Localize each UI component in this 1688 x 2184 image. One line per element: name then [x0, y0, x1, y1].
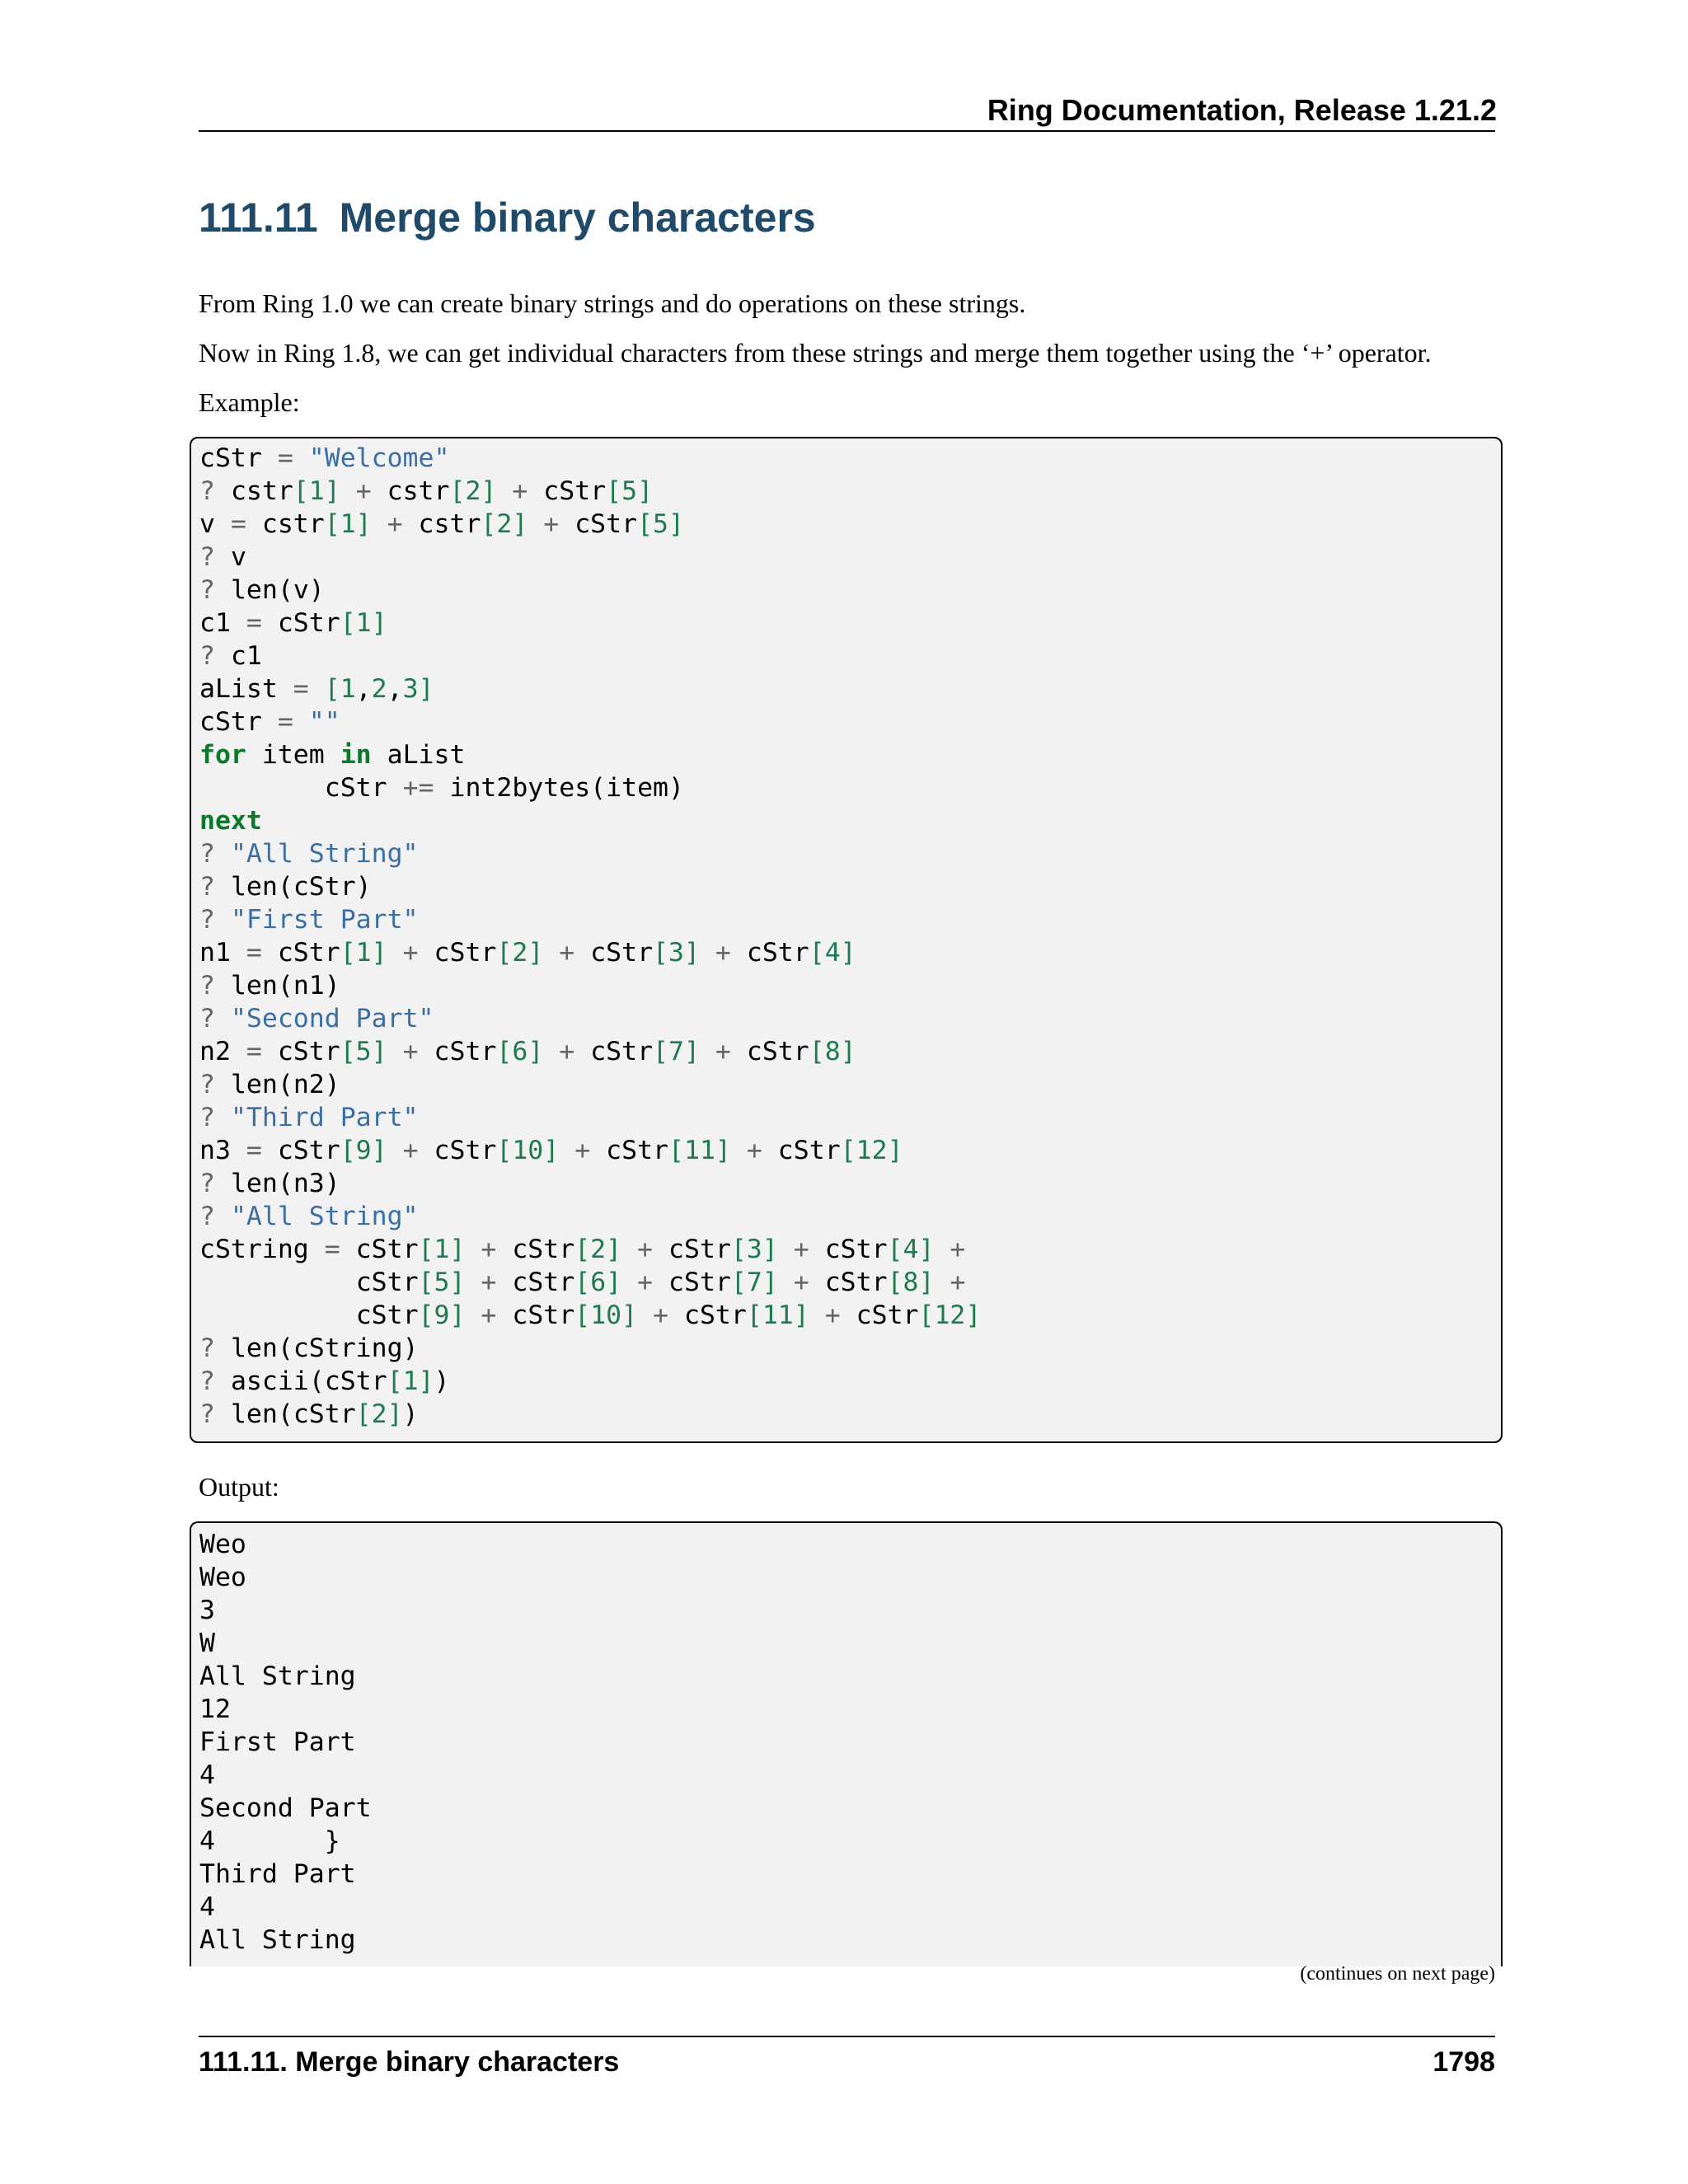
code-example-line: ? "Second Part": [199, 1004, 434, 1033]
code-example-line: ? "Third Part": [199, 1103, 419, 1132]
continues-note: (continues on next page): [1300, 1963, 1495, 1985]
code-output-line: All String: [199, 1661, 356, 1691]
code-output-line: Weo: [199, 1530, 246, 1559]
intro-paragraph-1: From Ring 1.0 we can create binary strings and do operations on these strings.: [199, 288, 1026, 318]
code-example-line: cString = cStr[1] + cStr[2] + cStr[3] + cStr[4] +: [199, 1235, 966, 1264]
code-example-line: ? len(n3): [199, 1169, 340, 1198]
code-example-line: ? len(cStr[2]): [199, 1399, 419, 1429]
code-example-line: ? len(cString): [199, 1333, 419, 1363]
code-example-line: ? ascii(cStr[1]): [199, 1366, 450, 1396]
code-example-line: cStr = "": [199, 707, 340, 737]
code-example-line: cStr = "Welcome": [199, 443, 450, 473]
code-output-line: Weo: [199, 1563, 246, 1592]
output-label: Output:: [199, 1472, 279, 1502]
code-example-line: v = cstr[1] + cstr[2] + cStr[5]: [199, 509, 684, 539]
code-output-text: [191, 1523, 1501, 1957]
code-output-block: [190, 1521, 1503, 1966]
section-title-text: Merge binary characters: [339, 194, 816, 241]
code-example-line: c1 = cStr[1]: [199, 608, 387, 638]
code-output-line: W: [199, 1629, 215, 1658]
code-example-line: cStr += int2bytes(item): [324, 773, 684, 803]
code-example-line: ? v: [199, 542, 246, 572]
code-example-line: ? "All String": [199, 1202, 419, 1231]
code-example-line: for item in aList: [199, 740, 466, 770]
code-example-line: ? c1: [199, 641, 262, 671]
code-example-line: ? len(v): [199, 575, 325, 605]
footer-section-title: 111.11. Merge binary characters: [199, 2046, 620, 2078]
code-example-text: [191, 438, 1501, 1431]
code-example-line: cStr[9] + cStr[10] + cStr[11] + cStr[12]: [355, 1301, 982, 1330]
section-number: 111.11: [199, 194, 318, 241]
code-example-line: n1 = cStr[1] + cStr[2] + cStr[3] + cStr[4]: [199, 938, 856, 968]
code-example-line: ? cstr[1] + cstr[2] + cStr[5]: [199, 476, 654, 506]
code-output-line: 4: [199, 1760, 215, 1790]
code-example-line: n3 = cStr[9] + cStr[10] + cStr[11] + cStr[12]: [199, 1136, 903, 1165]
code-output-line: 4 }: [199, 1826, 340, 1856]
code-output-line: All String: [199, 1925, 356, 1955]
code-example-line: ? len(n2): [199, 1070, 340, 1099]
code-example-block: [190, 437, 1503, 1443]
code-output-line: First Part: [199, 1727, 356, 1757]
code-example-line: ? len(cStr): [199, 872, 372, 902]
section-heading: [199, 191, 816, 244]
code-example-line: ? "All String": [199, 839, 419, 869]
intro-paragraph-2: Now in Ring 1.8, we can get individual characters from these strings and merge them together using the ‘+’ operator.: [199, 338, 1432, 368]
code-example-line: ? len(n1): [199, 971, 340, 1001]
code-output-line: 12: [199, 1694, 231, 1724]
code-example-line: ? "First Part": [199, 905, 419, 935]
example-label: Example:: [199, 387, 300, 417]
code-output-line: Second Part: [199, 1793, 372, 1823]
code-output-line: 3: [199, 1596, 215, 1625]
code-output-line: 4: [199, 1892, 215, 1922]
running-header-title: Ring Documentation, Release 1.21.2: [987, 93, 1497, 127]
code-example-line: aList = [1,2,3]: [199, 674, 434, 704]
page-number: 1798: [1432, 2046, 1495, 2078]
code-example-line: next: [199, 806, 262, 836]
code-example-line: cStr[5] + cStr[6] + cStr[7] + cStr[8] +: [355, 1268, 966, 1297]
header-divider: [199, 130, 1495, 132]
code-example-line: n2 = cStr[5] + cStr[6] + cStr[7] + cStr[8]: [199, 1037, 856, 1066]
code-output-line: Third Part: [199, 1859, 356, 1889]
footer-divider: [199, 2036, 1495, 2037]
